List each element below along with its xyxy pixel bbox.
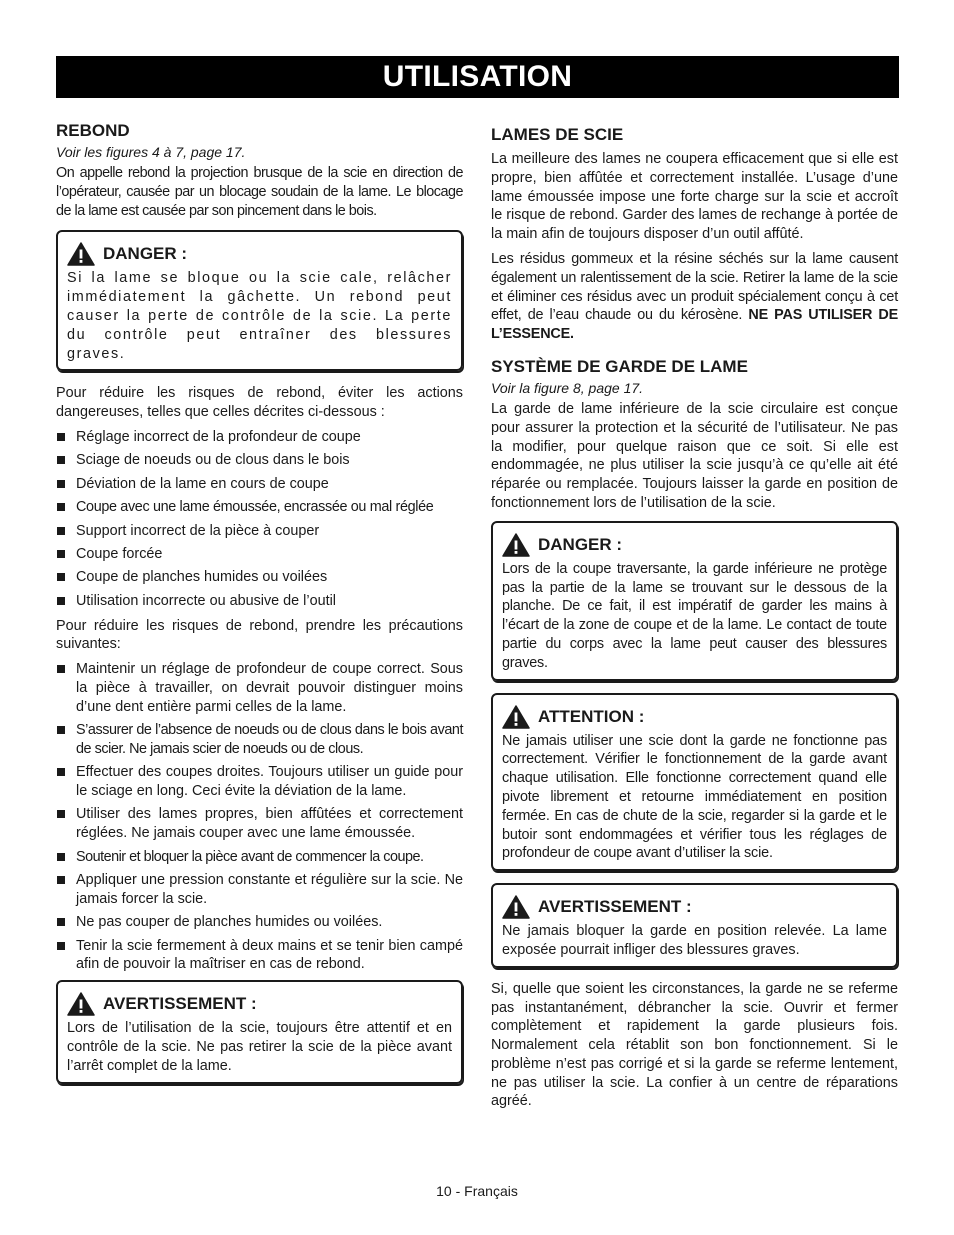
list-item: Sciage de noeuds ou de clous dans le bois [56,451,463,470]
garde-paragraph: La garde de lame inférieure de la scie circulaire est conçue pour assurer la protection et la sécurité de l’utilisateur. Ne pas la modifier, pour quelque raison que ce soit. Si elle est endommagée, ne plus utiliser la scie jusqu’à ce qu’elle ait été réparée ou remplacée. Toujours laisser la garde en position de fonctionnement lors de l’utilisation de la scie. [491,400,898,511]
left-column [56,120,463,1084]
warning-label: AVERTISSEMENT : [538,897,692,917]
warning-heading [67,992,452,1016]
list-item: Utilisation incorrecte ou abusive de l’outil [56,592,463,611]
list-item: Coupe forcée [56,545,463,564]
page-number: 10 - Français [436,1183,518,1199]
warning-triangle-icon [502,895,530,919]
danger-label: DANGER : [538,534,623,554]
attention-box [491,693,898,872]
warning-heading [502,895,887,919]
list-item: Support incorrect de la pièce à couper [56,522,463,541]
list-item: Maintenir un réglage de profondeur de coupe correct. Sous la pièce à travailler, on devrait pouvoir distinguer moins d’une dent entière parmi celles de la lame. [56,660,463,716]
attention-label: ATTENTION : [538,706,645,726]
lames-paragraph-1: La meilleure des lames ne coupera efficacement que si elle est propre, bien affûtée et correctement installée. L’usage d’une lame émoussée impose une forte charge sur la scie et accroît le risque de rebond. Garder des lames de rechange à portée de la main afin de toujours disposer d’un outil affûté. [491,151,898,243]
danger-box [491,521,898,681]
warning-triangle-icon [502,705,530,729]
attention-heading [502,705,887,729]
attention-text: Ne jamais utiliser une scie dont la garde ne fonctionne pas correctement. Vérifier le fonctionnement de la garde avant chaque utilisation. Elle fonctionne correctement quand elle pivote librement et retourne immédiatement en position fermée. En cas de chute de la scie, regarder si la garde et le butoir sont endommagées et vérifier tous les réglages de profondeur de coupe avant d’utiliser la scie. [502,732,887,862]
list-item: Appliquer une pression constante et régulière sur la scie. Ne jamais forcer la scie. [56,871,463,909]
list-item: Réglage incorrect de la profondeur de coupe [56,428,463,447]
figure-reference: Voir la figure 8, page 17. [491,379,644,396]
right-column [491,124,898,1117]
list-item: Soutenir et bloquer la pièce avant de commencer la coupe. [56,848,463,867]
danger-heading [67,242,452,266]
lames-paragraph-2: Les résidus gommeux et la résine séchés sur la lame causent également un ralentissement de la scie. Retirer la lame de la scie et éliminer ces résidus avec un produit spécialement conçu à cet effet, de l’eau chaude ou du kérosène. NE PAS UTILISER DE L’ESSENCE. [491,250,898,343]
intro-paragraph: Pour réduire les risques de rebond, éviter les actions dangereuses, telles que celles décrites ci-dessous : [56,385,463,421]
list-item: Coupe de planches humides ou voilées [56,568,463,587]
rebond-paragraph: On appelle rebond la projection brusque de la scie en direction de l’opérateur, causée par un blocage soudain de la lame. Le blocage de la lame est causée par son pincement dans le bois. [56,165,463,219]
warning-triangle-icon [502,533,530,557]
precautions-intro: Pour réduire les risques de rebond, prendre les précautions suivantes: [56,617,463,653]
list-item: Déviation de la lame en cours de coupe [56,475,463,494]
closing-paragraph: Si, quelle que soient les circonstances, la garde ne se referme pas instantanément, débrancher la scie. Ouvrir et fermer complètement et rapidement la garde plusieurs fois. Normalement cela rétablit son bon fonctionnement. Si le problème n’est pas corrigé et si la garde se referme lentement, ne pas utiliser la scie. La confier à un centre de réparations agréé. [491,980,898,1110]
danger-label: DANGER : [103,244,188,264]
avoid-list [56,428,463,611]
precautions-list [56,660,463,974]
warning-label: AVERTISSEMENT : [103,994,257,1014]
warning-box [56,980,463,1083]
lames-warning-bold: NE PAS UTILISER DE L’ESSENCE. [491,307,898,343]
danger-text: Si la lame se bloque ou la scie cale, relâcher immédiatement la gâchette. Un rebond peut causer la perte de contrôle de la scie. La perte du contrôle peut entraîner des blessures graves. [67,270,452,362]
warning-triangle-icon [67,242,95,266]
page-title: UTILISATION [56,56,899,98]
section-title-rebond: REBOND [56,121,130,140]
list-item: Coupe avec une lame émoussée, encrassée ou mal réglée [56,498,463,517]
list-item: Utiliser des lames propres, bien affûtées et correctement réglées. Ne jamais couper avec une lame émoussée. [56,805,463,843]
list-item: Ne pas couper de planches humides ou voilées. [56,913,463,932]
figure-reference: Voir les figures 4 à 7, page 17. [56,144,246,160]
danger-text: Lors de la coupe traversante, la garde inférieure ne protège pas la partie de la lame se trouvant sur le dessous de la planche. De ce fait, il est impératif de garder les mains à l’écart de la zone de coupe et de la lame. Le contact de toute partie du corps avec la lame peut causer des blessures graves. [502,560,887,671]
section-title-garde: SYSTÈME DE GARDE DE LAME [491,356,748,376]
warning-box [491,883,898,968]
warning-text: Ne jamais bloquer la garde en position relevée. La lame exposée pourrait infliger des blessures graves. [502,923,887,958]
list-item: Effectuer des coupes droites. Toujours utiliser un guide pour le sciage en long. Ceci évite la déviation de la lame. [56,763,463,801]
danger-heading [502,533,887,557]
warning-text: Lors de l’utilisation de la scie, toujours être attentif et en contrôle de la scie. Ne pas retirer la scie de la pièce avant l’arrêt complet de la lame. [67,1020,452,1074]
danger-box [56,230,463,371]
list-item: S’assurer de l’absence de noeuds ou de clous dans le bois avant de scier. Ne jamais scier de noeuds ou de clous. [56,721,463,759]
section-title-lames: LAMES DE SCIE [491,125,624,144]
warning-triangle-icon [67,992,95,1016]
list-item: Tenir la scie fermement à deux mains et se tenir bien campé afin de pouvoir la maîtriser en cas de rebond. [56,937,463,975]
